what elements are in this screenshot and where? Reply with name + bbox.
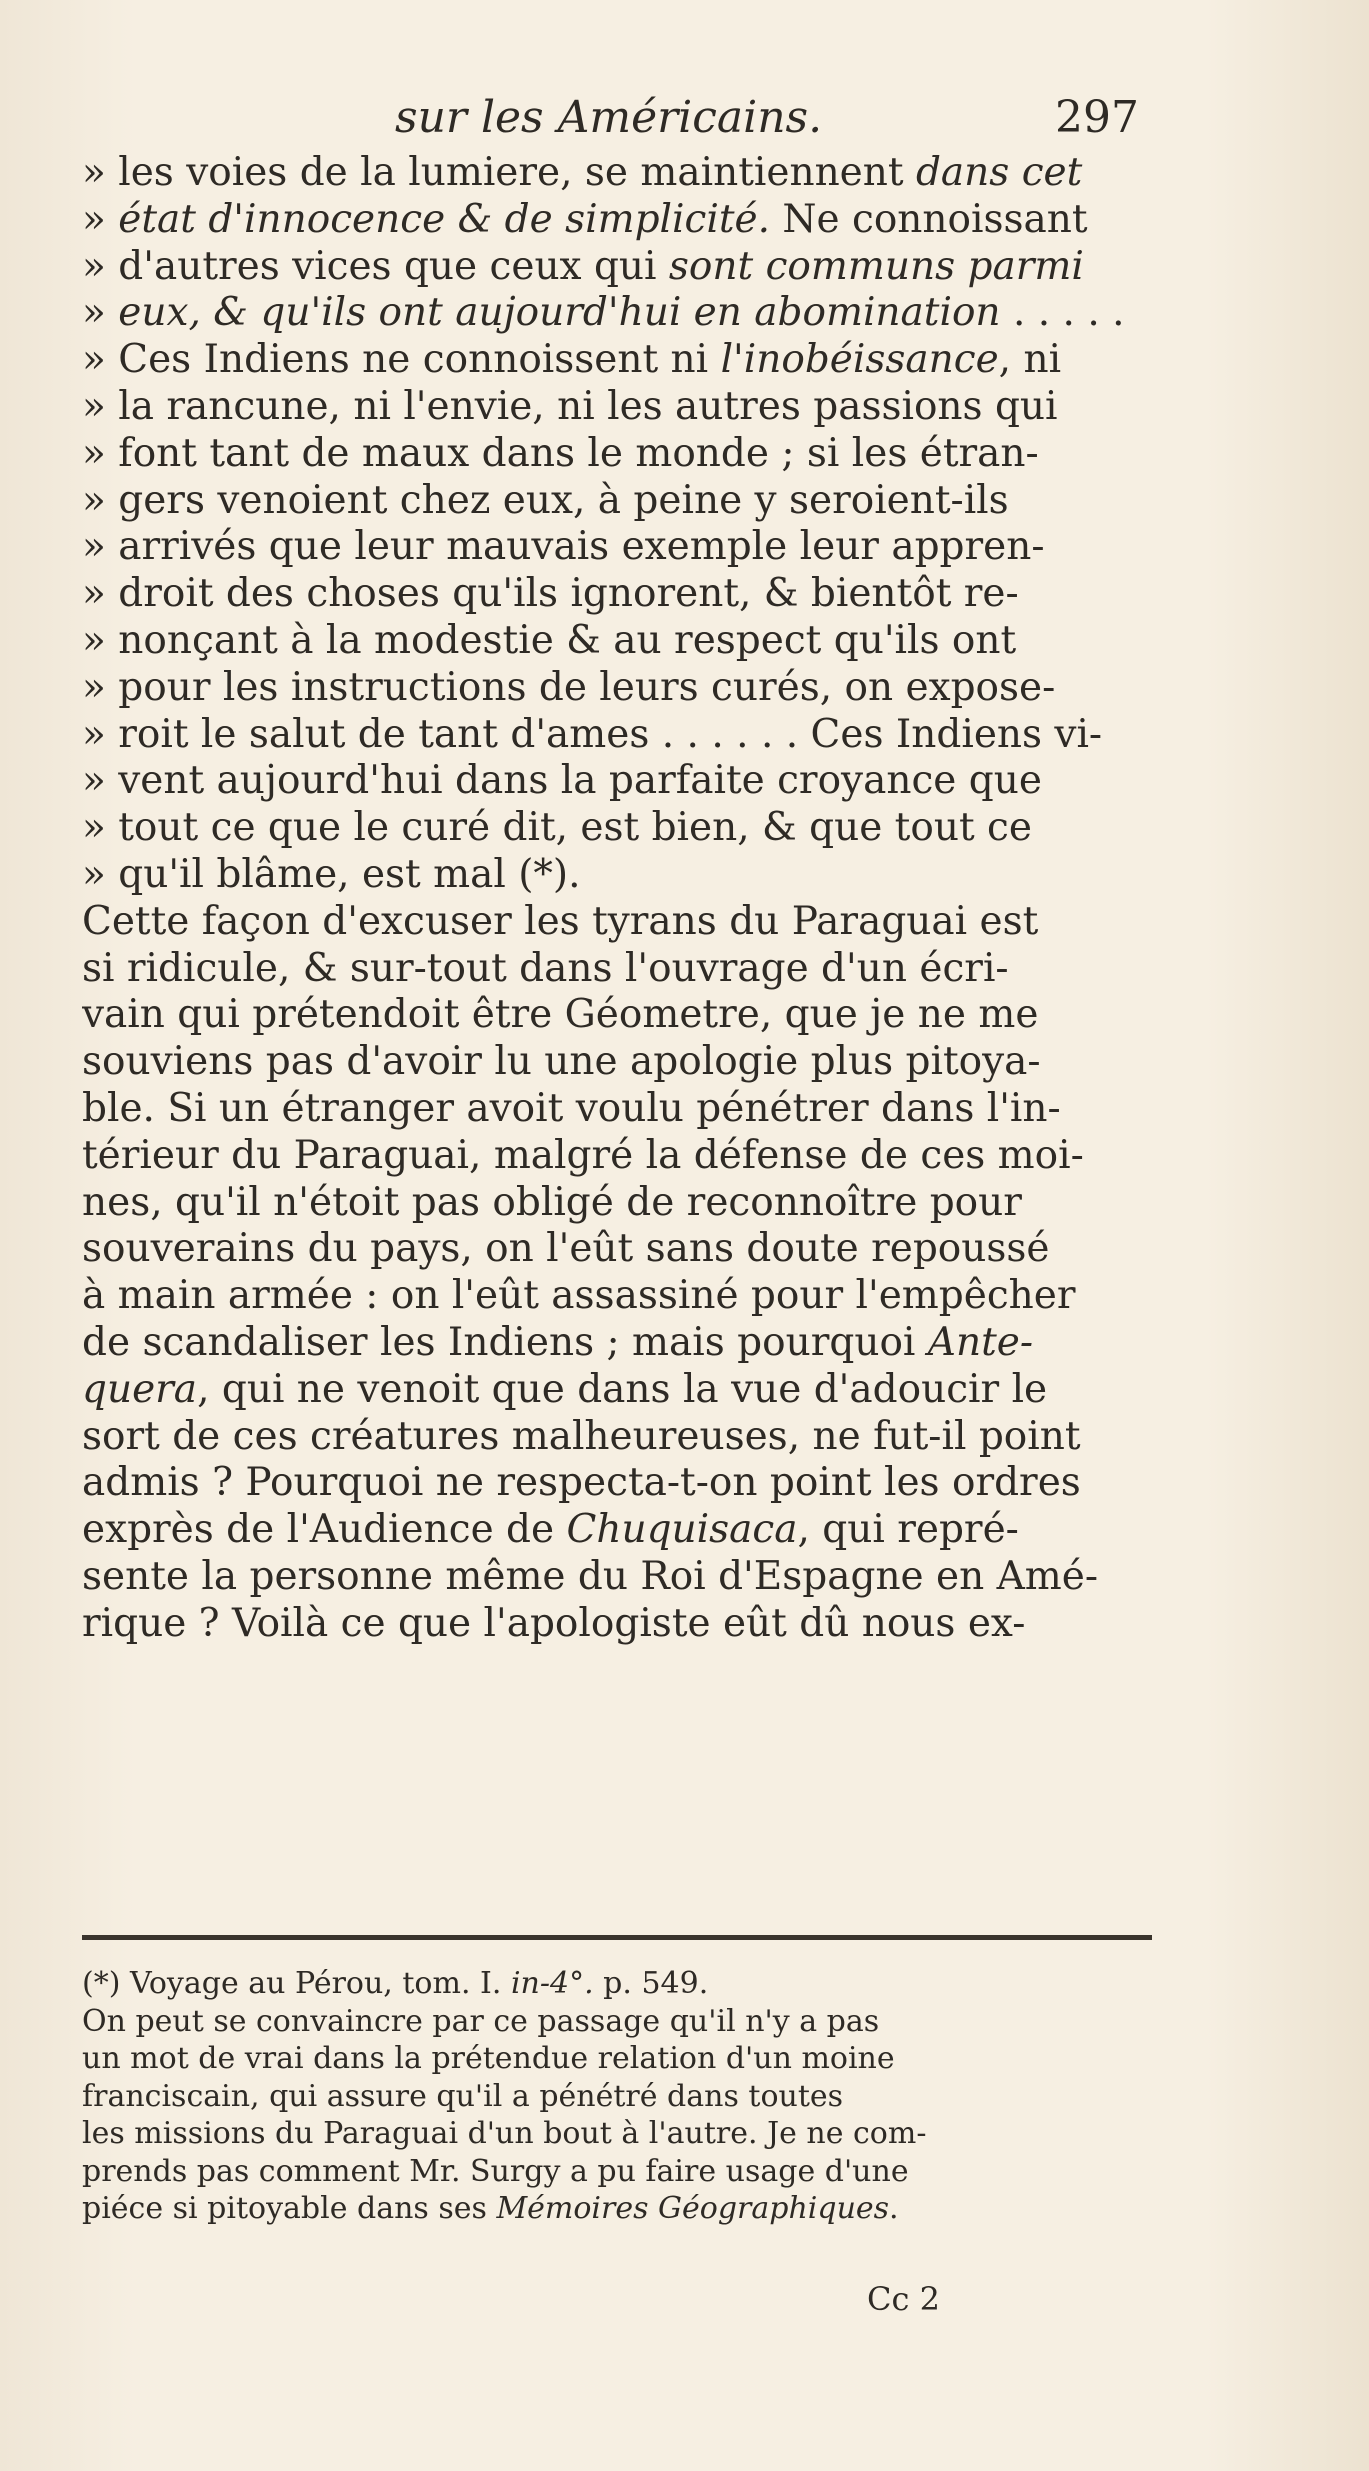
text-run: , ni xyxy=(998,337,1062,383)
text-line xyxy=(82,524,1197,571)
text-run: rique ? Voilà ce que l'apologiste eût dû nous ex- xyxy=(82,1600,1026,1646)
text-run: un mot de vrai dans la prétendue relation d'un moine xyxy=(82,2041,895,2076)
text-line xyxy=(82,197,1197,244)
signature-mark: Cc 2 xyxy=(867,2280,940,2318)
text-run: piéce si pitoyable dans ses xyxy=(82,2191,497,2226)
text-line xyxy=(82,1367,1197,1414)
body-text xyxy=(82,150,1197,1648)
text-line xyxy=(82,431,1197,478)
italic-run: Ante- xyxy=(927,1319,1034,1365)
text-line xyxy=(82,1180,1197,1227)
italic-run: Mémoires Géographiques xyxy=(496,2191,890,2226)
text-line xyxy=(82,852,1197,899)
text-run: » tout ce que le curé dit, est bien, & que tout ce xyxy=(82,805,1032,851)
italic-run: dans cet xyxy=(915,150,1083,195)
italic-run: l'inobéissance xyxy=(720,337,999,383)
italic-run: in-4°. xyxy=(510,1966,594,2001)
text-line xyxy=(82,1133,1197,1180)
text-line xyxy=(82,1226,1197,1273)
text-run: (*) Voyage au Pérou, tom. I. xyxy=(82,1966,511,2001)
text-run: » nonçant à la modestie & au respect qu'ils ont xyxy=(82,617,1017,663)
italic-run: Chuquisaca xyxy=(566,1507,798,1553)
text-run: , qui ne venoit que dans la vue d'adoucir le xyxy=(197,1366,1048,1412)
text-run: souviens pas d'avoir lu une apologie plus pitoya- xyxy=(82,1039,1041,1085)
text-run: . xyxy=(889,2191,899,2226)
text-line xyxy=(82,1039,1197,1086)
text-line xyxy=(82,1601,1197,1648)
text-line xyxy=(82,1086,1197,1133)
text-run: souverains du pays, on l'eût sans doute repoussé xyxy=(82,1226,1050,1272)
text-run: vain qui prétendoit être Géometre, que je ne me xyxy=(82,992,1039,1038)
text-line xyxy=(82,478,1197,525)
text-run: ble. Si un étranger avoit voulu pénétrer dans l'in- xyxy=(82,1085,1061,1131)
text-line xyxy=(82,1507,1197,1554)
footnote-line xyxy=(82,2115,1197,2153)
text-line xyxy=(82,758,1197,805)
page-number: 297 xyxy=(1055,92,1139,143)
text-line xyxy=(82,1414,1197,1461)
text-line xyxy=(82,1320,1197,1367)
text-run: si ridicule, & sur-tout dans l'ouvrage d'un écri- xyxy=(82,945,1009,991)
text-run: sort de ces créatures malheureuses, ne fut-il point xyxy=(82,1413,1081,1459)
text-line xyxy=(82,1554,1197,1601)
text-line xyxy=(82,712,1197,759)
footnote-line xyxy=(82,2078,1197,2116)
footnote-line xyxy=(82,2040,1197,2078)
text-line xyxy=(82,1460,1197,1507)
text-run: prends pas comment Mr. Surgy a pu faire usage d'une xyxy=(82,2153,909,2189)
text-run: » roit le salut de tant d'ames . . . . . . Ces Indiens vi- xyxy=(82,711,1103,757)
footnote-line xyxy=(82,2190,1197,2228)
text-line xyxy=(82,805,1197,852)
footnote-rule xyxy=(82,1935,1152,1940)
text-run: nes, qu'il n'étoit pas obligé de reconnoître pour xyxy=(82,1179,1022,1225)
text-run: » xyxy=(82,290,119,336)
text-run: » pour les instructions de leurs curés, on expose- xyxy=(82,664,1056,710)
text-run: » la rancune, ni l'envie, ni les autres passions qui xyxy=(82,383,1058,429)
text-run: » vent aujourd'hui dans la parfaite croyance que xyxy=(82,758,1042,804)
footnote-line xyxy=(82,2003,1197,2041)
text-run: » arrivés que leur mauvais exemple leur appren- xyxy=(82,524,1045,570)
italic-run: quera xyxy=(82,1366,198,1412)
text-run: » font tant de maux dans le monde ; si les étran- xyxy=(82,430,1039,476)
text-run: sente la personne même du Roi d'Espagne en Amé- xyxy=(82,1553,1099,1599)
text-run: , qui repré- xyxy=(797,1507,1019,1553)
text-run: On peut se convaincre par ce passage qu'il n'y a pas xyxy=(82,2003,880,2039)
text-run: exprès de l'Audience de xyxy=(82,1507,567,1553)
text-line xyxy=(82,946,1197,993)
page-header xyxy=(0,92,1369,152)
text-run: » gers venoient chez eux, à peine y seroient-ils xyxy=(82,477,1009,523)
text-run: admis ? Pourquoi ne respecta-t-on point les ordres xyxy=(82,1460,1081,1506)
text-run: » les voies de la lumiere, se maintiennent xyxy=(82,150,916,195)
text-run: » xyxy=(82,196,119,242)
running-head: sur les Américains. xyxy=(395,92,823,143)
text-line xyxy=(82,571,1197,618)
text-line xyxy=(82,1273,1197,1320)
text-line xyxy=(82,665,1197,712)
text-run: térieur du Paraguai, malgré la défense de ces moi- xyxy=(82,1132,1084,1178)
footnote-line xyxy=(82,1965,1197,2003)
text-run: » d'autres vices que ceux qui xyxy=(82,243,669,289)
italic-run: sont communs parmi xyxy=(668,243,1084,289)
text-run: » qu'il blâme, est mal (*). xyxy=(82,851,581,897)
text-run: les missions du Paraguai d'un bout à l'autre. Je ne com- xyxy=(82,2116,927,2151)
text-run: de scandaliser les Indiens ; mais pourquoi xyxy=(82,1319,928,1365)
text-line xyxy=(82,384,1197,431)
text-line xyxy=(82,244,1197,291)
text-line xyxy=(82,899,1197,946)
text-run: à main armée : on l'eût assassiné pour l'empêcher xyxy=(82,1273,1076,1319)
text-run: Cette façon d'excuser les tyrans du Paraguai est xyxy=(82,898,1039,944)
text-run: » droit des choses qu'ils ignorent, & bientôt re- xyxy=(82,571,1019,617)
italic-run: eux, & qu'ils ont aujourd'hui en abomination xyxy=(118,290,1001,336)
text-line xyxy=(82,337,1197,384)
text-line xyxy=(82,992,1197,1039)
italic-run: état d'innocence & de simplicité. xyxy=(118,196,770,242)
text-line xyxy=(82,618,1197,665)
text-run: Ne connoissant xyxy=(769,196,1088,242)
footnote-line xyxy=(82,2153,1197,2191)
text-run: franciscain, qui assure qu'il a pénétré dans toutes xyxy=(82,2078,844,2114)
text-line xyxy=(82,150,1197,197)
text-run: . . . . . xyxy=(1000,290,1125,336)
text-run: p. 549. xyxy=(593,1966,709,2001)
text-run: » Ces Indiens ne connoissent ni xyxy=(82,337,721,383)
footnotes xyxy=(82,1965,1197,2228)
text-line xyxy=(82,290,1197,337)
